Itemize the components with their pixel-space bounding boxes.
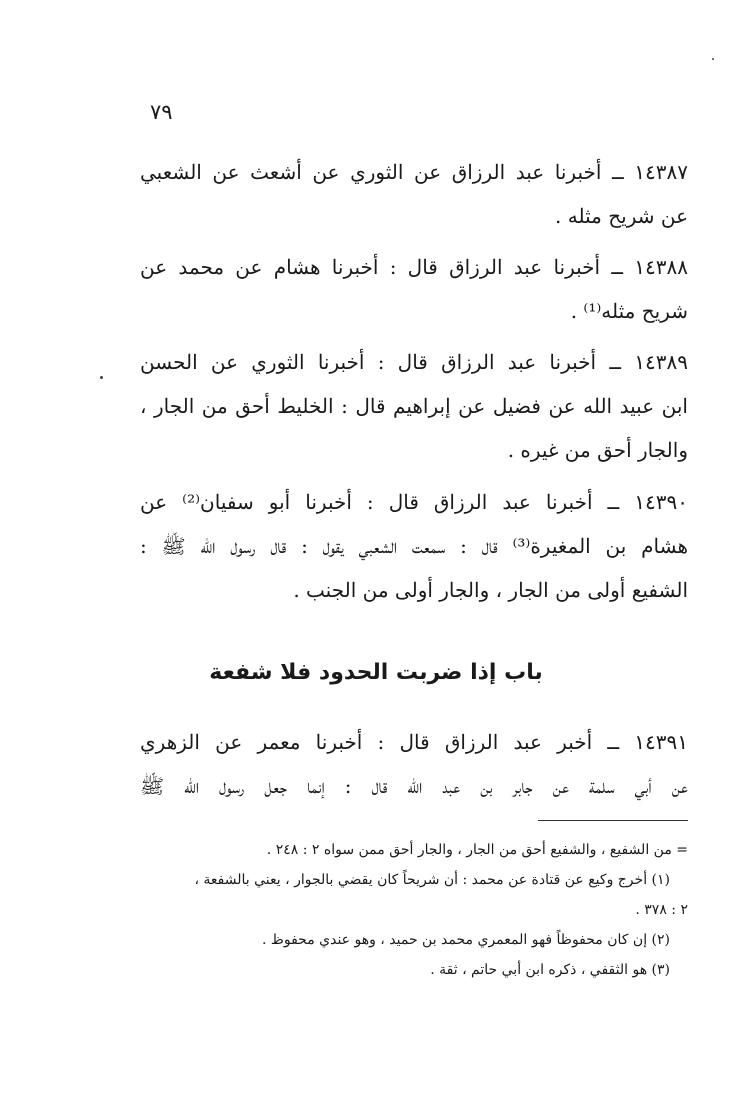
text-line: ابن عبيد الله عن فضيل عن إبراهيم قال : الخليط أحق من الجار ،	[140, 394, 688, 418]
text-line: ١٤٣٩٠ ــ أخبرنا عبد الرزاق قال : أخبرنا أبو سفيان⁽²⁾ عن	[140, 490, 688, 514]
text-line: ١٤٣٨٨ ــ أخبرنا عبد الرزاق قال : أخبرنا هشام عن محمد عن	[140, 255, 688, 279]
hadith-paragraph	[140, 340, 688, 472]
footnote: (٢) إن كان محفوظاً فهو المعمري محمد بن حميد ، وهو عندي محفوظ .	[262, 932, 670, 948]
scan-speck	[712, 58, 714, 60]
footnote: ٢ : ٣٧٨ .	[635, 902, 688, 918]
text-line: هشام بن المغيرة⁽³⁾ قال : سمعت الشعبي يقول : قال رسول الله ﷺ :	[140, 534, 688, 558]
text-line: ١٤٣٨٧ ــ أخبرنا عبد الرزاق عن الثوري عن أشعث عن الشعبي	[140, 160, 688, 184]
page-number: ٧٩	[150, 100, 173, 124]
text-line: ١٤٣٩١ ــ أخبر عبد الرزاق قال : أخبرنا معمر عن الزهري	[140, 730, 688, 754]
chapter-title: باب إذا ضربت الحدود فلا شفعة	[209, 660, 543, 685]
text-line: ١٤٣٨٩ ــ أخبرنا عبد الرزاق قال : أخبرنا الثوري عن الحسن	[140, 350, 688, 374]
footnotes	[108, 835, 688, 985]
hadith-paragraph	[140, 150, 688, 238]
hadith-paragraph	[140, 720, 688, 808]
text-line: والجار أحق من غيره .	[507, 438, 688, 462]
footnote: (١) أخرج وكيع عن قتادة عن محمد : أن شريحاً كان يقضي بالجوار ، يعني بالشفعة ،	[194, 872, 670, 888]
scan-speck	[100, 376, 103, 379]
footnote-divider	[538, 820, 688, 821]
hadith-paragraph	[140, 480, 688, 612]
footnote: (٣) هو الثقفي ، ذكره ابن أبي حاتم ، ثقة .	[430, 962, 670, 978]
text-line: الشفيع أولى من الجار ، والجار أولى من الجنب .	[293, 578, 688, 602]
text-line: عن شريح مثله .	[555, 204, 688, 228]
text-line: شريح مثله⁽¹⁾ .	[570, 299, 688, 323]
footnote: = من الشفيع ، والشفيع أحق من الجار ، والجار أحق ممن سواه ٢ : ٢٤٨ .	[266, 842, 688, 858]
text-line: عن أبي سلمة عن جابر بن عبد الله قال : إنما جعل رسول الله ﷺ	[140, 774, 688, 798]
hadith-paragraph	[140, 245, 688, 333]
